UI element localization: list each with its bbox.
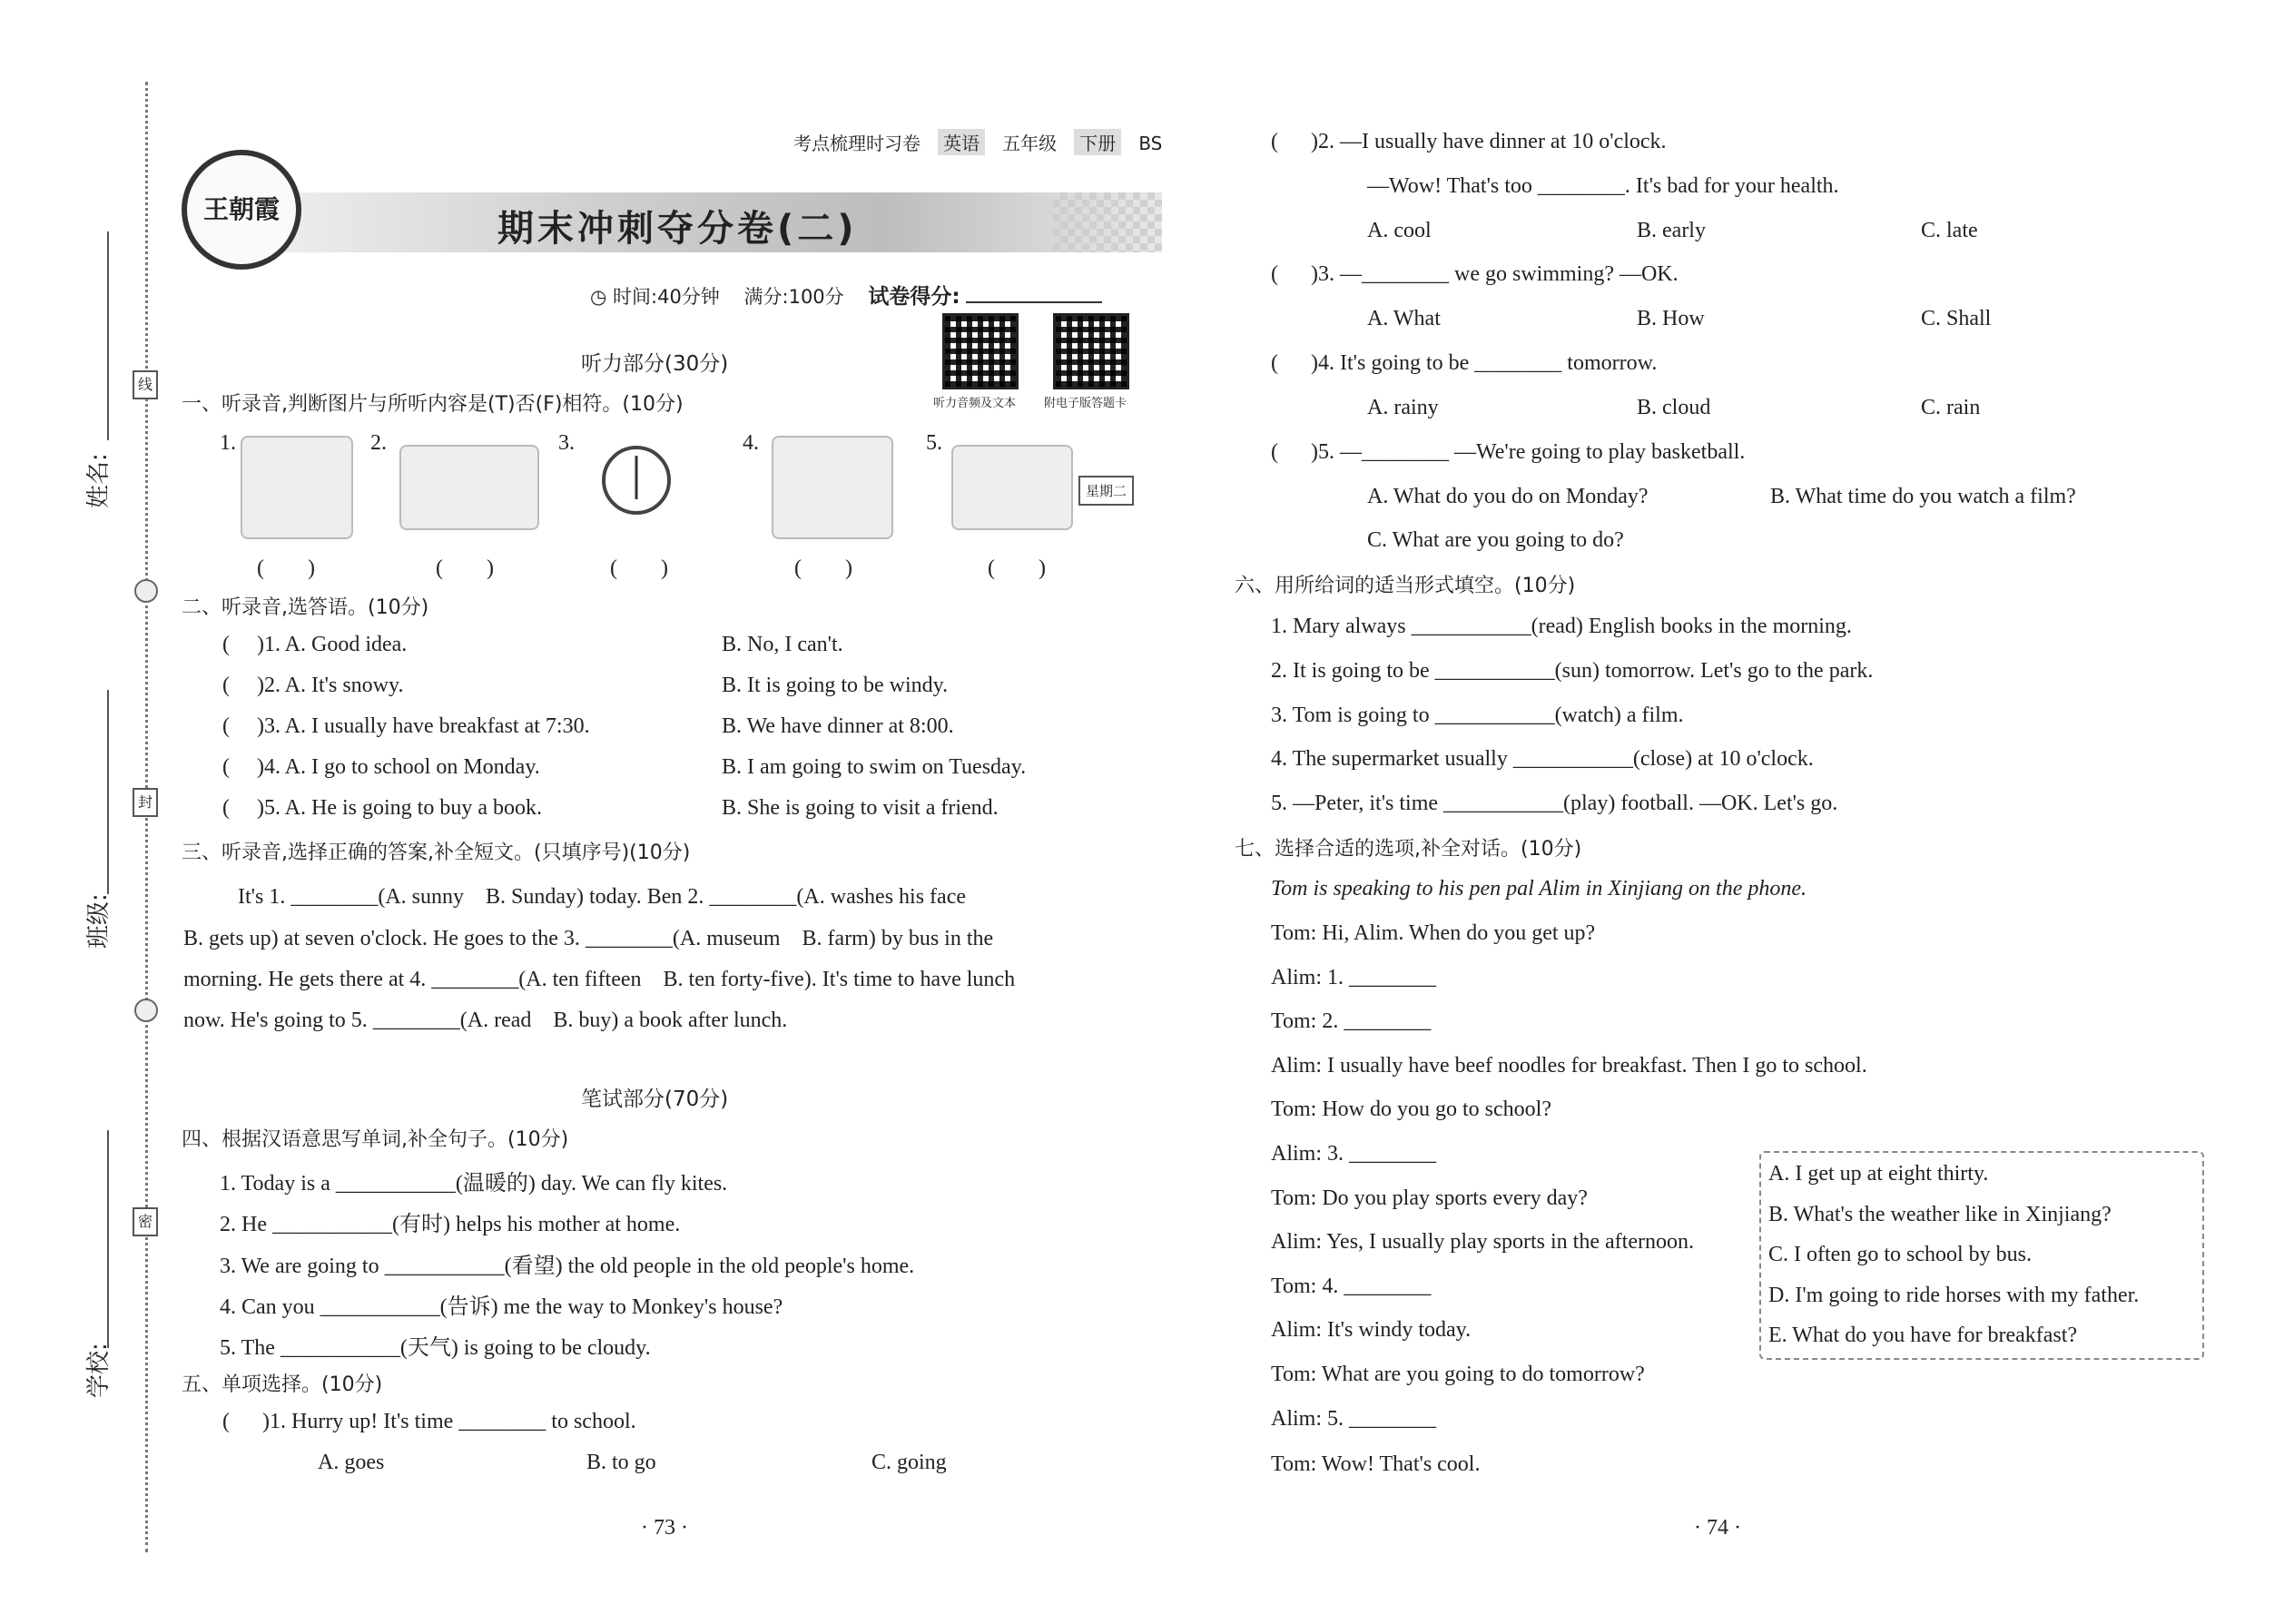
section-3-title: 三、听录音,选择正确的答案,补全短文。(只填序号)(10分) <box>182 842 691 864</box>
banner-checker-pattern <box>1053 192 1162 252</box>
option-c: C. I often go to school by bus. <box>1768 1243 2032 1266</box>
picture-children-line <box>399 445 539 530</box>
option-a: A. I get up at eight thirty. <box>1768 1162 1989 1186</box>
option-d: D. I'm going to ride horses with my father. <box>1768 1284 2140 1307</box>
header-meta <box>793 129 1162 155</box>
school-label: 学校: <box>85 1343 113 1398</box>
dialog-line-11: Tom: What are you going to do tomorrow? <box>1271 1363 1645 1386</box>
s2-option-a: )1. A. Good idea. <box>257 633 408 656</box>
s2-option-b-5: B. She is going to visit a friend. <box>722 796 999 820</box>
s5-q3-a: A. What <box>1367 307 1441 330</box>
score-label: 试卷得分: <box>868 285 960 309</box>
dialog-line-5: Tom: How do you go to school? <box>1271 1097 1551 1121</box>
s4-item-2: 2. He ___________(有时) helps his mother at home. <box>220 1213 681 1236</box>
s6-item-3: 3. Tom is going to ___________(watch) a film. <box>1271 704 1684 727</box>
s2-option-a: )5. A. He is going to buy a book. <box>257 796 542 820</box>
option-e: E. What do you have for breakfast? <box>1768 1324 2078 1347</box>
s2-row-2[interactable]: ( )2. A. It's snowy. <box>222 674 404 697</box>
dialog-line-4: Alim: I usually have beef noodles for breakfast. Then I go to school. <box>1271 1054 1867 1078</box>
section-2-title: 二、听录音,选答语。(10分) <box>182 596 429 619</box>
dialog-line-10: Alim: It's windy today. <box>1271 1318 1472 1342</box>
s5-q2-stem: )2. —I usually have dinner at 10 o'clock. <box>1311 130 1667 153</box>
paper-title: 期末冲刺夺分卷(二) <box>497 208 858 250</box>
s2-option-a: )4. A. I go to school on Monday. <box>257 755 540 779</box>
name-label: 姓名: <box>85 453 113 508</box>
writing-heading: 笔试部分(70分) <box>581 1088 729 1111</box>
s5-q5-a: A. What do you do on Monday? <box>1367 485 1649 508</box>
class-label: 班级: <box>85 893 113 949</box>
s2-row-3[interactable]: ( )3. A. I usually have breakfast at 7:30. <box>222 714 590 738</box>
section-1-title: 一、听录音,判断图片与所听内容是(T)否(F)相符。(10分) <box>182 393 684 416</box>
s6-item-4: 4. The supermarket usually ___________(close) at 10 o'clock. <box>1271 747 1814 771</box>
option-b: B. What's the weather like in Xinjiang? <box>1768 1203 2112 1226</box>
s5-q2-stem2: —Wow! That's too ________. It's bad for your health. <box>1367 174 1839 198</box>
s2-option-a: )3. A. I usually have breakfast at 7:30. <box>257 714 590 738</box>
s5-q5[interactable]: ( )5. —________ —We're going to play basketball. <box>1271 440 1746 464</box>
s4-item-1: 1. Today is a ___________(温暖的) day. We can fly kites. <box>220 1172 728 1196</box>
class-line <box>107 690 109 894</box>
dialog-line-9: Tom: 4. ________ <box>1271 1275 1432 1298</box>
seal-seal-char: 封 <box>133 788 158 817</box>
s5-q3-b: B. How <box>1637 307 1705 330</box>
s3-line-1: It's 1. ________(A. sunny B. Sunday) today. Ben 2. ________(A. washes his face <box>238 885 967 909</box>
answer-paren-4[interactable]: ( ) <box>794 556 852 580</box>
section-6-title: 六、用所给词的适当形式填空。(10分) <box>1235 575 1576 597</box>
listening-heading: 听力部分(30分) <box>581 352 729 376</box>
brand-name: 王朝霞 <box>202 194 280 224</box>
s5-q5-b: B. What time do you watch a film? <box>1770 485 2076 508</box>
s5-q4-b: B. cloud <box>1637 396 1711 419</box>
name-line <box>107 231 109 440</box>
s5-q2-c: C. late <box>1921 219 1978 242</box>
qr1-caption: 听力音频及文本 <box>933 397 1017 410</box>
series-name: 考点梳理时习卷 <box>793 133 921 154</box>
s4-item-5: 5. The ___________(天气) is going to be cloudy. <box>220 1336 651 1360</box>
s5-q4[interactable]: ( )4. It's going to be ________ tomorrow. <box>1271 351 1658 375</box>
seal-line-char: 线 <box>133 370 158 399</box>
s5-q2[interactable]: ( )2. —I usually have dinner at 10 o'clock. <box>1271 130 1667 153</box>
school-line <box>107 1130 109 1348</box>
s5-q3[interactable]: ( )3. —________ we go swimming? —OK. <box>1271 262 1679 286</box>
s7-intro: Tom is speaking to his pen pal Alim in Xinjiang on the phone. <box>1271 877 1807 901</box>
answer-paren-2[interactable]: ( ) <box>436 556 494 580</box>
s2-option-a: )2. A. It's snowy. <box>257 674 404 697</box>
clock-picture-icon <box>599 443 674 517</box>
s5-q4-stem: )4. It's going to be ________ tomorrow. <box>1311 351 1658 375</box>
qr-code-audio[interactable] <box>942 313 1019 389</box>
s2-option-b-2: B. It is going to be windy. <box>722 674 949 697</box>
s5-q1-a: A. goes <box>318 1451 385 1474</box>
binding-dotted-line <box>145 82 148 1552</box>
qr2-caption: 附电子版答题卡 <box>1044 397 1127 410</box>
section-4-title: 四、根据汉语意思写单词,补全句子。(10分) <box>182 1128 569 1151</box>
s3-line-4: now. He's going to 5. ________(A. read B. buy) a book after lunch. <box>183 1009 788 1032</box>
s6-item-2: 2. It is going to be ___________(sun) tomorrow. Let's go to the park. <box>1271 659 1874 683</box>
brand-logo <box>182 150 301 270</box>
subject-tag: 英语 <box>938 129 985 155</box>
s2-option-b-4: B. I am going to swim on Tuesday. <box>722 755 1027 779</box>
answer-paren-1[interactable]: ( ) <box>257 556 315 580</box>
s3-line-2: B. gets up) at seven o'clock. He goes to the 3. ________(A. museum B. farm) by bus in the <box>183 927 994 950</box>
s6-item-5: 5. —Peter, it's time ___________(play) football. —OK. Let's go. <box>1271 792 1838 815</box>
page-number-right: · 74 · <box>1694 1516 1741 1540</box>
dialog-line-2: Alim: 1. ________ <box>1271 966 1437 989</box>
s4-item-3: 3. We are going to ___________(看望) the old people in the old people's home. <box>220 1255 915 1278</box>
binding-hole-icon <box>134 999 158 1022</box>
s5-q5-c: C. What are you going to do? <box>1367 528 1624 552</box>
edition-text: BS <box>1138 133 1163 154</box>
dialog-line-12: Alim: 5. ________ <box>1271 1407 1437 1431</box>
s5-q5-stem: )5. —________ —We're going to play basketball. <box>1311 440 1746 464</box>
grade-text: 五年级 <box>1002 133 1058 154</box>
s5-q1-stem: )1. Hurry up! It's time ________ to school. <box>262 1410 636 1433</box>
s5-q3-c: C. Shall <box>1921 307 1992 330</box>
binding-hole-icon <box>134 579 158 603</box>
dialog-line-7: Tom: Do you play sports every day? <box>1271 1186 1588 1210</box>
picture-woman-cooking <box>772 436 893 539</box>
s6-item-1: 1. Mary always ___________(read) English books in the morning. <box>1271 615 1852 638</box>
s5-q4-c: C. rain <box>1921 396 1981 419</box>
s5-q3-stem: )3. —________ we go swimming? —OK. <box>1311 262 1679 286</box>
term-tag: 下册 <box>1074 129 1121 155</box>
s5-q1-c: C. going <box>871 1451 947 1474</box>
dialog-line-1: Tom: Hi, Alim. When do you get up? <box>1271 921 1596 945</box>
s2-row-1[interactable]: ( )1. A. Good idea. <box>222 633 408 656</box>
s2-row-4[interactable]: ( )4. A. I go to school on Monday. <box>222 755 540 779</box>
pic-2-number: 2. <box>370 431 387 455</box>
s2-option-b-3: B. We have dinner at 8:00. <box>722 714 954 738</box>
seal-secret-char: 密 <box>133 1207 158 1236</box>
s5-q1[interactable]: ( )1. Hurry up! It's time ________ to school. <box>222 1410 636 1433</box>
s2-option-b-1: B. No, I can't. <box>722 633 843 656</box>
time-text: 时间:40分钟 <box>613 286 720 308</box>
answer-paren-3[interactable]: ( ) <box>610 556 668 580</box>
clock-icon: ◷ <box>590 286 607 308</box>
s5-q4-a: A. rainy <box>1367 396 1439 419</box>
pic-1-number: 1. <box>220 431 236 455</box>
dialog-line-6: Alim: 3. ________ <box>1271 1142 1437 1166</box>
answer-paren-5[interactable]: ( ) <box>988 556 1046 580</box>
score-blank[interactable] <box>966 283 1102 303</box>
picture-boy-reading <box>241 436 353 539</box>
picture-classroom <box>951 445 1073 530</box>
picture-weekday-label: 星期二 <box>1078 476 1134 506</box>
s5-q2-a: A. cool <box>1367 219 1432 242</box>
s5-q2-b: B. early <box>1637 219 1706 242</box>
pic-5-number: 5. <box>926 431 942 455</box>
s3-line-3: morning. He gets there at 4. ________(A. ten fifteen B. ten forty-five). It's time to have lunch <box>183 968 1016 991</box>
dialog-line-8: Alim: Yes, I usually play sports in the afternoon. <box>1271 1230 1694 1254</box>
pic-4-number: 4. <box>743 431 759 455</box>
qr-code-answer[interactable] <box>1053 313 1129 389</box>
section-5-title: 五、单项选择。(10分) <box>182 1373 383 1396</box>
dialog-line-13: Tom: Wow! That's cool. <box>1271 1452 1481 1476</box>
section-7-title: 七、选择合适的选项,补全对话。(10分) <box>1235 838 1582 861</box>
s2-row-5[interactable]: ( )5. A. He is going to buy a book. <box>222 796 542 820</box>
s5-q1-b: B. to go <box>586 1451 656 1474</box>
dialog-line-3: Tom: 2. ________ <box>1271 1009 1432 1033</box>
pic-3-number: 3. <box>558 431 575 455</box>
full-score-text: 满分:100分 <box>743 286 844 308</box>
page-number-left: · 73 · <box>641 1516 688 1540</box>
exam-info <box>590 280 1102 310</box>
s4-item-4: 4. Can you ___________(告诉) me the way to Monkey's house? <box>220 1295 783 1319</box>
